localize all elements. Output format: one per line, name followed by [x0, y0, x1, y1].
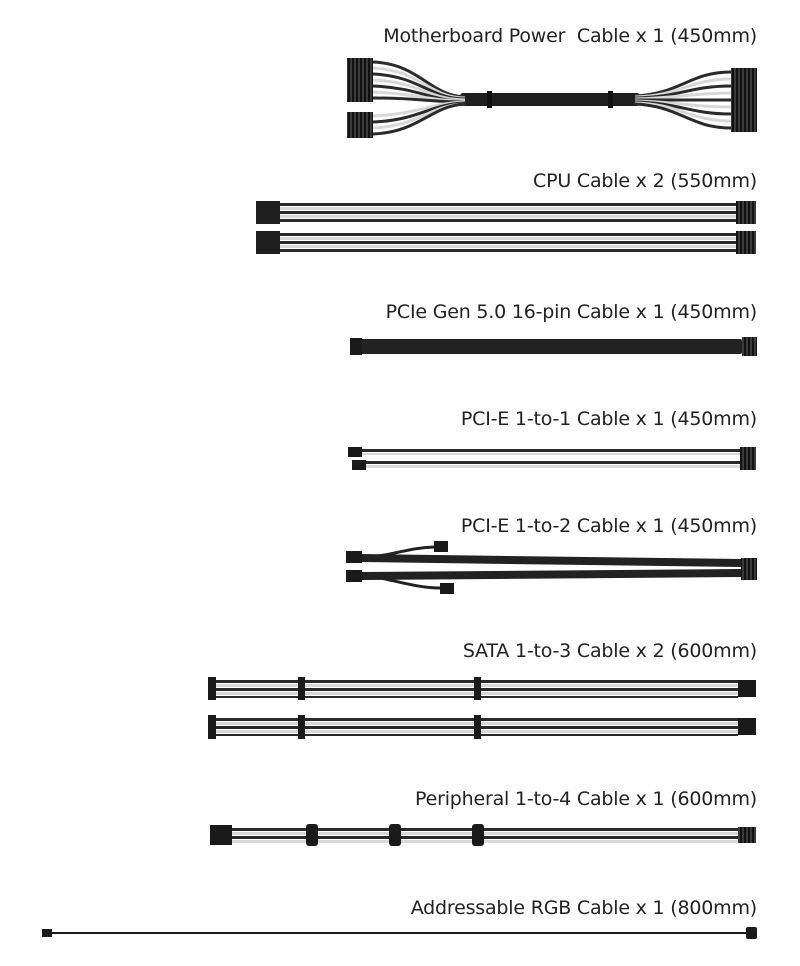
connector-eps-right — [736, 201, 756, 224]
cable-label-peripheral: Peripheral 1-to-4 Cable x 1 (600mm) — [415, 788, 757, 810]
cable-label-pcie-1to2: PCI-E 1-to-2 Cable x 1 (450mm) — [460, 515, 757, 537]
motherboard-cable-image — [347, 58, 757, 138]
connector-sata — [474, 715, 481, 739]
sata-cable-2 — [208, 715, 756, 739]
connector-argb-right — [746, 927, 757, 939]
connector-6pin-left — [348, 447, 362, 457]
connector-branch-bottom — [440, 583, 454, 594]
connector-24pin-left-b — [347, 112, 373, 138]
sata-cable-image — [208, 677, 756, 739]
connector-psu — [738, 827, 756, 843]
sata-cable-1 — [208, 677, 756, 700]
connector-8pin-right — [740, 447, 756, 470]
connector-eps-left — [256, 201, 280, 224]
pcie-gen5-cable-image — [350, 337, 757, 356]
cable-label-sata: SATA 1-to-3 Cable x 2 (600mm) — [462, 640, 757, 662]
connector-sata — [474, 677, 481, 700]
cable-label-motherboard: Motherboard Power Cable x 1 (450mm) — [383, 25, 757, 47]
pcie-1to1-cable-image — [348, 447, 756, 470]
cable-label-cpu: CPU Cable x 2 (550mm) — [533, 170, 757, 192]
connector-molex — [210, 825, 232, 845]
connector-molex — [389, 824, 401, 846]
connector-16pin-right — [742, 337, 757, 356]
connector-2pin-left — [352, 460, 366, 470]
connector-8pin-right — [741, 558, 757, 580]
connector-eps-right — [736, 231, 756, 254]
connector-molex — [472, 824, 484, 846]
argb-cable-image — [42, 927, 757, 939]
connector-psu — [738, 680, 756, 697]
connector-24pin-left-a — [347, 58, 373, 102]
cable-label-pcie-1to1: PCI-E 1-to-1 Cable x 1 (450mm) — [460, 408, 757, 430]
connector-24pin-right — [731, 68, 757, 132]
connector-psu — [738, 718, 756, 735]
connector-molex — [306, 824, 318, 846]
connector-sata — [208, 715, 216, 739]
pcie-1to2-cable-image — [346, 541, 757, 594]
cpu-cable-2 — [256, 231, 756, 254]
cpu-cable-image — [256, 201, 756, 254]
connector-2pin-left — [346, 570, 362, 582]
connector-sata — [298, 715, 305, 739]
cpu-cable-1 — [256, 201, 756, 224]
connector-sata — [208, 677, 216, 700]
connector-argb-left — [42, 929, 52, 937]
connector-6pin-left — [346, 551, 362, 563]
peripheral-cable-image — [210, 824, 756, 846]
connector-eps-left — [256, 231, 280, 254]
cable-label-argb: Addressable RGB Cable x 1 (800mm) — [410, 897, 757, 919]
connector-branch-top — [434, 541, 448, 552]
connector-sata — [298, 677, 305, 700]
cable-label-pcie-gen5: PCIe Gen 5.0 16-pin Cable x 1 (450mm) — [385, 301, 757, 323]
connector-16pin-left — [350, 338, 362, 355]
